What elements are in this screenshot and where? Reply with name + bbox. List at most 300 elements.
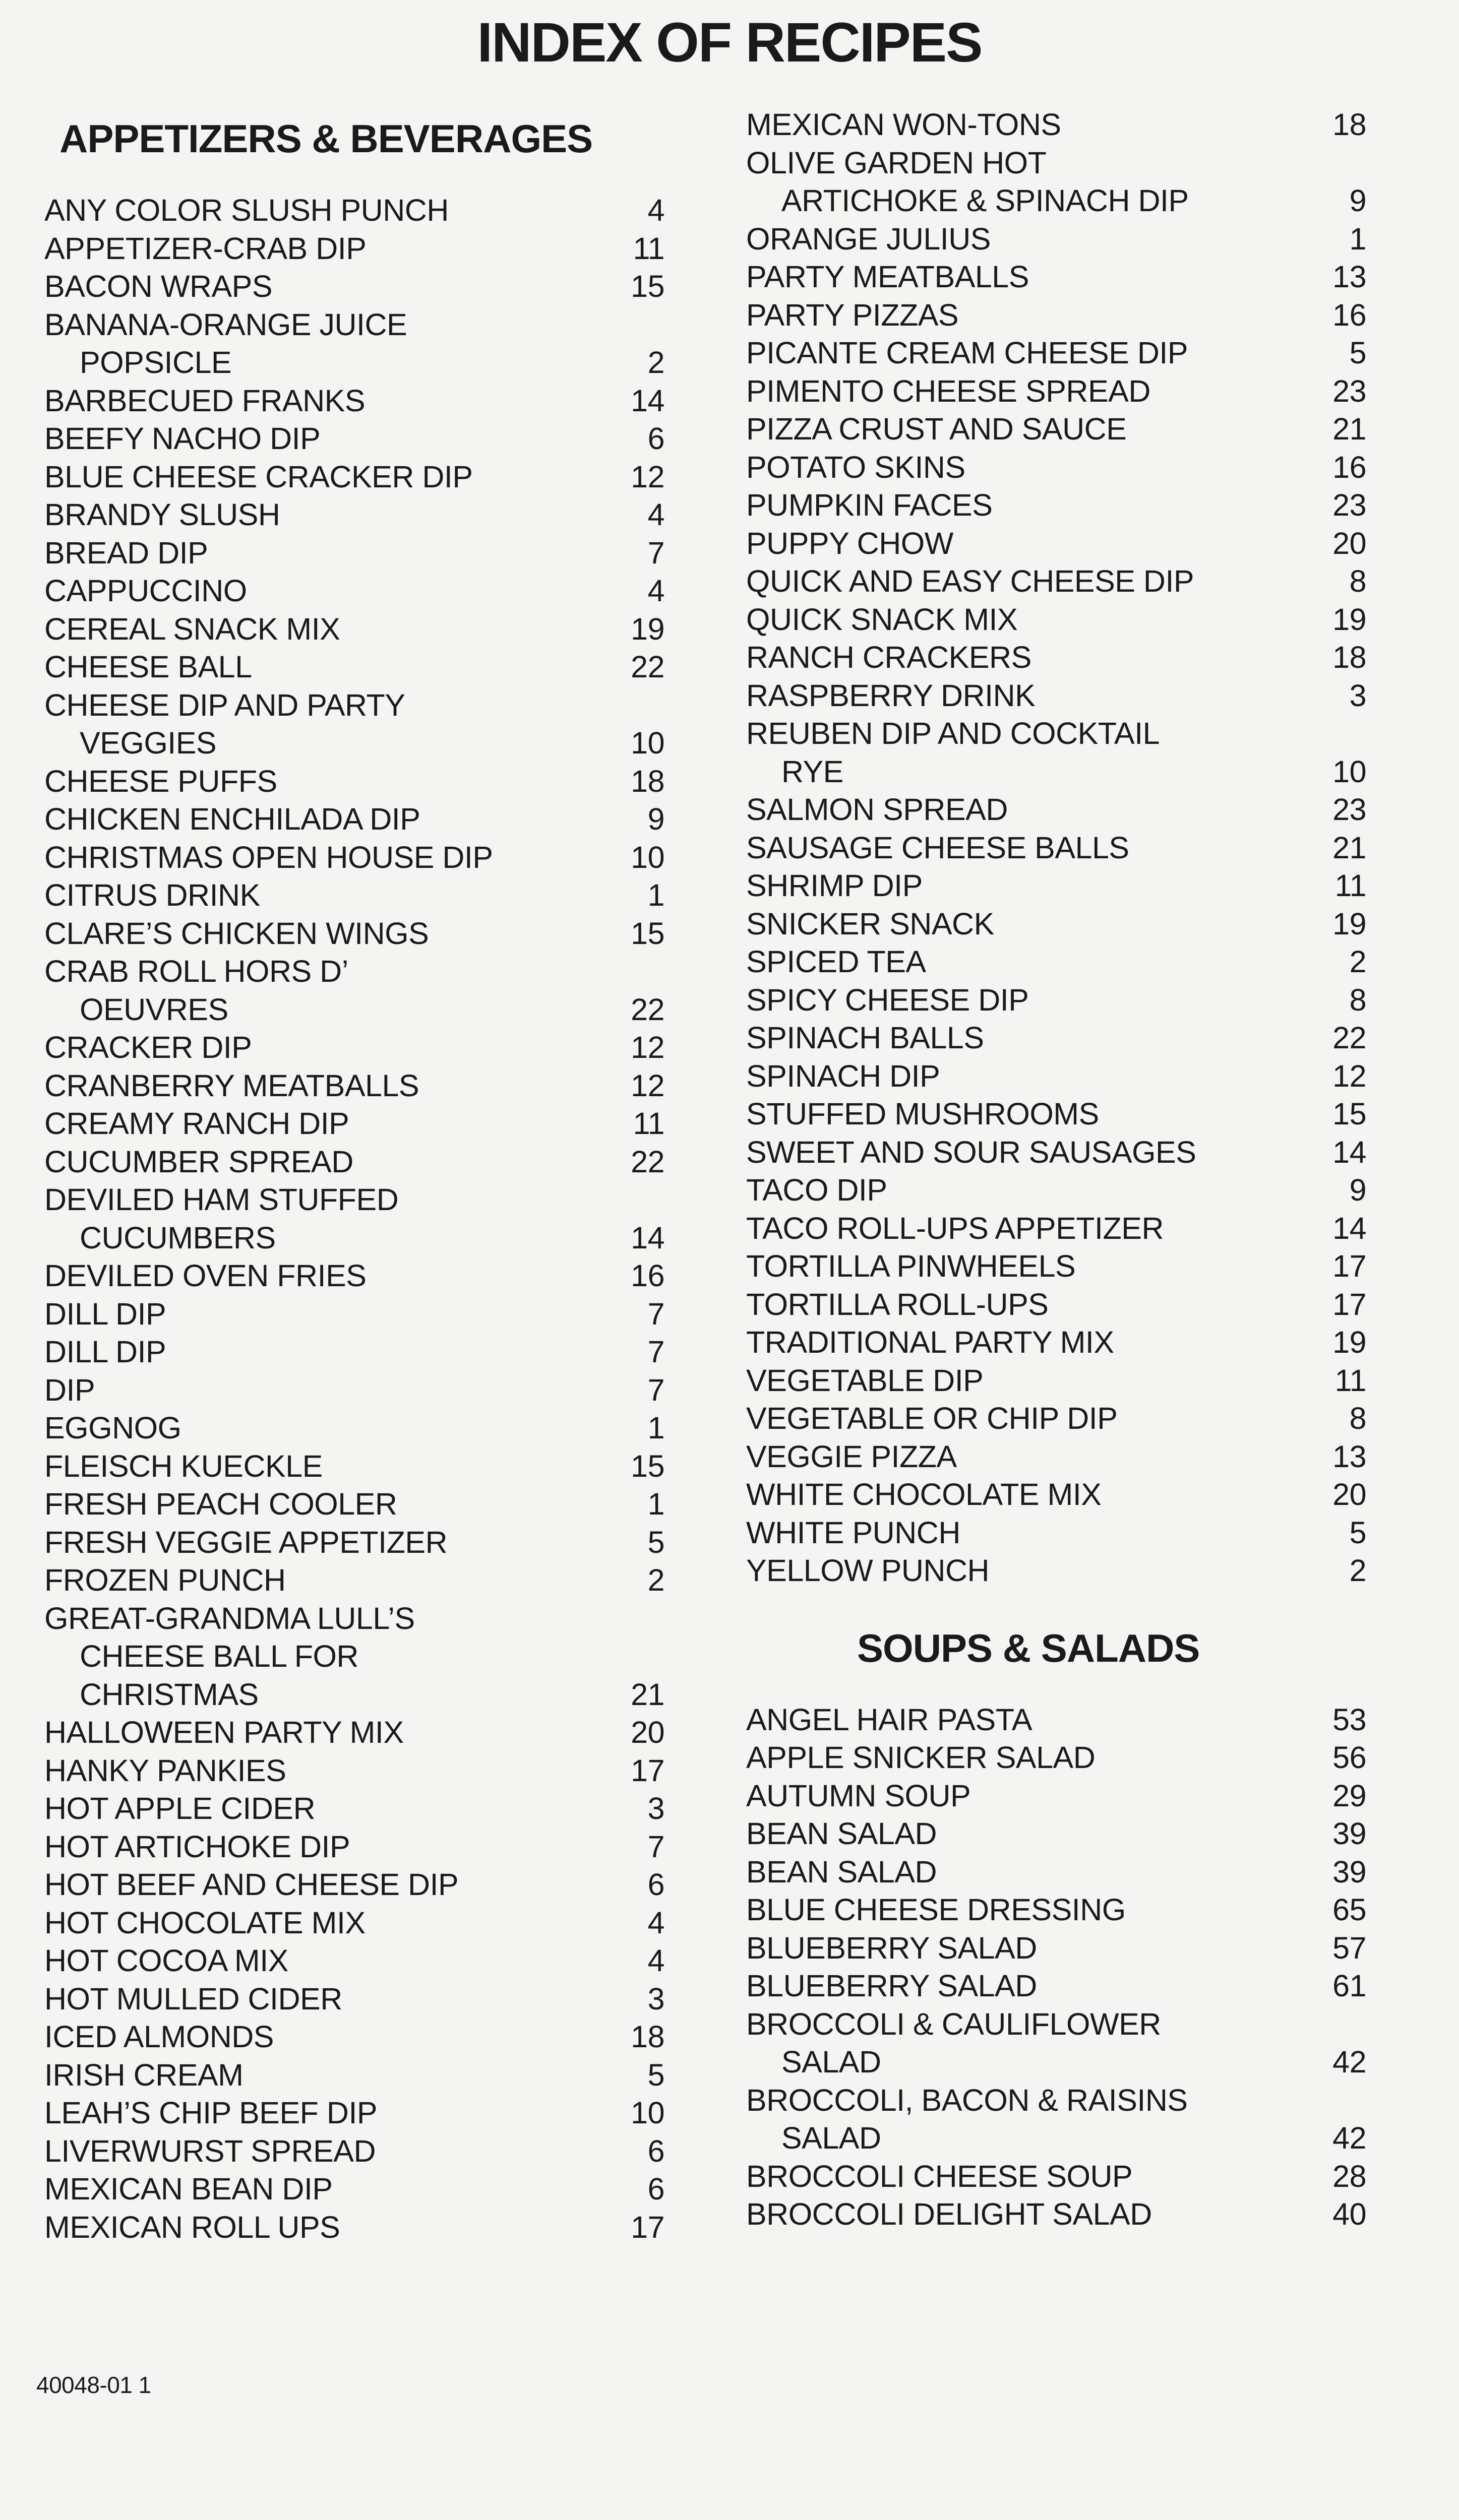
entry-page-number: 22 xyxy=(631,1144,664,1179)
entry-name: HOT MULLED CIDER xyxy=(44,1981,342,2016)
entry-name: BLUE CHEESE CRACKER DIP xyxy=(44,459,473,494)
index-entry xyxy=(746,1210,1366,1248)
entry-name: CEREAL SNACK MIX xyxy=(44,611,340,646)
index-entry xyxy=(746,486,1366,525)
entry-name: PARTY PIZZAS xyxy=(746,297,959,332)
entry-page-number: 6 xyxy=(647,421,664,456)
entry-name: PUPPY CHOW xyxy=(746,526,953,560)
index-entry xyxy=(44,1714,664,1752)
soups-list xyxy=(746,1701,1366,2234)
entry-name: CHEESE DIP AND PARTY xyxy=(44,687,405,722)
entry-page-number: 56 xyxy=(1332,1740,1366,1775)
entry-name: BLUEBERRY SALAD xyxy=(746,1930,1037,1965)
index-entry xyxy=(746,791,1366,829)
index-entry xyxy=(44,1105,664,1143)
entry-page-number: 5 xyxy=(647,2057,664,2092)
index-entry xyxy=(746,1891,1366,1929)
entry-name: MEXICAN BEAN DIP xyxy=(44,2172,333,2206)
entry-name: PUMPKIN FACES xyxy=(746,488,993,522)
index-entry xyxy=(746,1324,1366,1362)
index-entry xyxy=(44,534,664,573)
index-entry xyxy=(44,1485,664,1524)
entry-page-number: 2 xyxy=(1349,1553,1366,1588)
entry-name: HOT APPLE CIDER xyxy=(44,1791,316,1825)
entry-page-number: 42 xyxy=(1332,2045,1366,2079)
entry-page-number: 19 xyxy=(1332,1325,1366,1359)
entry-page-number: 6 xyxy=(647,2172,664,2206)
entry-name: BEAN SALAD xyxy=(746,1816,937,1851)
index-entry xyxy=(44,1143,664,1181)
index-entry xyxy=(44,1600,664,1714)
index-entry xyxy=(44,2132,664,2171)
section-title-appetizers: APPETIZERS & BEVERAGES xyxy=(59,116,593,161)
index-entry xyxy=(44,610,664,649)
entry-page-number: 6 xyxy=(647,1867,664,1902)
entry-page-number: 29 xyxy=(1332,1778,1366,1813)
entry-name: CITRUS DRINK xyxy=(44,878,260,912)
index-entry xyxy=(746,1438,1366,1476)
entry-page-number: 11 xyxy=(1334,868,1366,903)
index-entry xyxy=(44,458,664,496)
entry-page-number: 21 xyxy=(1332,412,1366,446)
entry-name: YELLOW PUNCH xyxy=(746,1553,990,1588)
entry-name: AUTUMN SOUP xyxy=(746,1778,971,1813)
index-entry xyxy=(746,1133,1366,1172)
entry-page-number: 7 xyxy=(647,1296,664,1331)
entry-page-number: 11 xyxy=(633,231,664,266)
entry-name: MEXICAN WON-TONS xyxy=(746,107,1061,142)
index-entry xyxy=(44,2094,664,2132)
entry-name: DEVILED OVEN FRIES xyxy=(44,1258,367,1293)
entry-page-number: 10 xyxy=(631,2096,664,2130)
index-entry xyxy=(44,1904,664,1942)
entry-page-number: 13 xyxy=(1332,1439,1366,1474)
entry-name: BEAN SALAD xyxy=(746,1854,937,1889)
index-entry xyxy=(746,1286,1366,1324)
entry-name: HOT COCOA MIX xyxy=(44,1943,288,1978)
entry-name: ANY COLOR SLUSH PUNCH xyxy=(44,193,449,227)
entry-name-continued: SALAD xyxy=(781,2121,881,2155)
entry-page-number: 22 xyxy=(631,992,664,1027)
index-entry xyxy=(44,800,664,839)
index-entry xyxy=(44,230,664,268)
index-entry xyxy=(746,410,1366,449)
entry-name: SWEET AND SOUR SAUSAGES xyxy=(746,1135,1196,1169)
index-entry xyxy=(44,1942,664,1980)
entry-name: BANANA-ORANGE JUICE xyxy=(44,307,407,342)
index-entry xyxy=(746,1552,1366,1590)
index-entry xyxy=(746,1967,1366,2005)
entry-name: FRESH PEACH COOLER xyxy=(44,1487,397,1521)
entry-name: BROCCOLI CHEESE SOUP xyxy=(746,2159,1133,2193)
index-entry xyxy=(746,2005,1366,2082)
index-entry xyxy=(44,1790,664,1828)
entry-page-number: 17 xyxy=(1332,1249,1366,1283)
index-entry xyxy=(44,1371,664,1410)
entry-page-number: 7 xyxy=(647,535,664,570)
entry-name: VEGETABLE DIP xyxy=(746,1363,984,1398)
entry-name: HOT ARTICHOKE DIP xyxy=(44,1829,350,1864)
entry-name: CHEESE PUFFS xyxy=(44,764,277,798)
entry-name: SPICY CHEESE DIP xyxy=(746,982,1029,1017)
entry-name: CLARE’S CHICKEN WINGS xyxy=(44,916,429,951)
entry-page-number: 5 xyxy=(1349,336,1366,370)
entry-page-number: 12 xyxy=(631,1068,664,1103)
entry-page-number: 39 xyxy=(1332,1816,1366,1851)
entry-page-number: 19 xyxy=(1332,906,1366,941)
entry-page-number: 28 xyxy=(1332,2159,1366,2193)
section-title-soups: SOUPS & SALADS xyxy=(857,1625,1200,1670)
index-entry xyxy=(44,1828,664,1866)
entry-name: SNICKER SNACK xyxy=(746,906,994,941)
entry-name: SHRIMP DIP xyxy=(746,868,923,903)
entry-page-number: 12 xyxy=(631,459,664,494)
entry-page-number: 7 xyxy=(647,1335,664,1369)
entry-page-number: 3 xyxy=(1349,678,1366,713)
index-entry xyxy=(44,572,664,610)
index-entry xyxy=(746,867,1366,905)
entry-page-number: 18 xyxy=(1332,107,1366,142)
index-entry xyxy=(44,420,664,458)
entry-name: SAUSAGE CHEESE BALLS xyxy=(746,830,1129,865)
entry-name: CRAB ROLL HORS D’ xyxy=(44,954,348,988)
entry-page-number: 14 xyxy=(631,1220,664,1255)
index-entry xyxy=(746,1019,1366,1057)
page-title: INDEX OF RECIPES xyxy=(477,12,982,74)
entry-name: OLIVE GARDEN HOT xyxy=(746,145,1047,180)
entry-page-number: 15 xyxy=(1332,1097,1366,1131)
index-entry xyxy=(746,1701,1366,1739)
index-entry xyxy=(746,1095,1366,1133)
index-entry xyxy=(746,2158,1366,2196)
index-entry xyxy=(746,1171,1366,1210)
index-entry xyxy=(746,943,1366,981)
index-entry xyxy=(746,677,1366,715)
entry-name: WHITE CHOCOLATE MIX xyxy=(746,1477,1102,1511)
entry-name: EGGNOG xyxy=(44,1411,181,1445)
index-entry xyxy=(44,953,664,1029)
entry-name: RASPBERRY DRINK xyxy=(746,678,1036,713)
index-entry xyxy=(746,601,1366,639)
entry-page-number: 7 xyxy=(647,1829,664,1864)
entry-name: WHITE PUNCH xyxy=(746,1515,960,1550)
entry-name: CREAMY RANCH DIP xyxy=(44,1106,349,1141)
entry-name: MEXICAN ROLL UPS xyxy=(44,2210,340,2244)
entry-name: HANKY PANKIES xyxy=(44,1753,286,1788)
entry-page-number: 18 xyxy=(631,764,664,798)
entry-page-number: 17 xyxy=(631,2210,664,2244)
index-entry xyxy=(746,1815,1366,1853)
entry-page-number: 4 xyxy=(647,497,664,532)
entry-page-number: 8 xyxy=(1349,1401,1366,1435)
entry-page-number: 1 xyxy=(647,1411,664,1445)
entry-name: REUBEN DIP AND COCKTAIL xyxy=(746,716,1160,750)
entry-name: BREAD DIP xyxy=(44,535,208,570)
index-entry xyxy=(746,1247,1366,1286)
entry-name: TACO ROLL-UPS APPETIZER xyxy=(746,1211,1164,1245)
entry-page-number: 20 xyxy=(631,1715,664,1749)
entry-page-number: 4 xyxy=(647,574,664,608)
entry-page-number: 16 xyxy=(1332,450,1366,484)
entry-page-number: 17 xyxy=(631,1753,664,1788)
entry-name: HOT BEEF AND CHEESE DIP xyxy=(44,1867,459,1902)
index-entry xyxy=(44,496,664,534)
entry-page-number: 21 xyxy=(631,1677,664,1712)
entry-page-number: 5 xyxy=(647,1525,664,1559)
entry-page-number: 17 xyxy=(1332,1287,1366,1321)
index-entry xyxy=(44,2209,664,2247)
entry-page-number: 6 xyxy=(647,2133,664,2168)
entry-page-number: 53 xyxy=(1332,1702,1366,1737)
index-entry xyxy=(746,1853,1366,1892)
index-entry xyxy=(44,763,664,801)
index-entry xyxy=(44,1561,664,1600)
index-entry xyxy=(746,2082,1366,2158)
entry-page-number: 13 xyxy=(1332,260,1366,294)
entry-name: DILL DIP xyxy=(44,1296,166,1331)
entry-name: APPLE SNICKER SALAD xyxy=(746,1740,1096,1775)
index-entry xyxy=(44,1524,664,1562)
entry-name-continued: POPSICLE xyxy=(80,345,232,380)
index-entry xyxy=(746,144,1366,220)
index-entry xyxy=(746,1739,1366,1777)
index-entry xyxy=(44,1067,664,1105)
entry-page-number: 12 xyxy=(631,1030,664,1064)
index-entry xyxy=(44,1980,664,2019)
index-entry xyxy=(746,296,1366,335)
entry-page-number: 11 xyxy=(633,1106,664,1141)
index-entry xyxy=(746,258,1366,296)
index-entry xyxy=(44,1295,664,1334)
entry-name: BROCCOLI, BACON & RAISINS xyxy=(746,2083,1188,2117)
entry-page-number: 9 xyxy=(647,802,664,836)
entry-page-number: 61 xyxy=(1332,1969,1366,2003)
entry-page-number: 57 xyxy=(1332,1930,1366,1965)
left-column xyxy=(44,111,664,2246)
entry-name: FROZEN PUNCH xyxy=(44,1563,286,1597)
entry-name-continued: ARTICHOKE & SPINACH DIP xyxy=(781,183,1189,218)
index-entry xyxy=(44,2170,664,2209)
entry-name: CHRISTMAS OPEN HOUSE DIP xyxy=(44,840,493,874)
entry-name: ANGEL HAIR PASTA xyxy=(746,1702,1032,1737)
entry-page-number: 42 xyxy=(1332,2121,1366,2155)
entry-name-continued: CHEESE BALL FOR xyxy=(80,1639,358,1673)
index-entry xyxy=(746,334,1366,372)
index-entry xyxy=(44,382,664,420)
entry-page-number: 65 xyxy=(1332,1893,1366,1927)
entry-name: PARTY MEATBALLS xyxy=(746,260,1029,294)
entry-page-number: 10 xyxy=(1332,754,1366,789)
index-entry xyxy=(746,1476,1366,1514)
entry-page-number: 14 xyxy=(631,383,664,418)
entry-page-number: 39 xyxy=(1332,1854,1366,1889)
entry-page-number: 8 xyxy=(1349,982,1366,1017)
index-entry xyxy=(44,648,664,686)
right-column xyxy=(746,106,1366,2234)
entry-name-continued: RYE xyxy=(781,754,843,789)
entry-name: CRACKER DIP xyxy=(44,1030,252,1064)
entry-name: FLEISCH KUECKLE xyxy=(44,1448,323,1483)
entry-page-number: 2 xyxy=(647,1563,664,1597)
entry-name: CHEESE BALL xyxy=(44,650,252,684)
index-entry xyxy=(746,1400,1366,1438)
index-entry xyxy=(746,1777,1366,1815)
entry-page-number: 23 xyxy=(1332,792,1366,827)
entry-name: POTATO SKINS xyxy=(746,450,965,484)
entry-page-number: 14 xyxy=(1332,1135,1366,1169)
entry-name: PICANTE CREAM CHEESE DIP xyxy=(746,336,1188,370)
entry-page-number: 1 xyxy=(647,1487,664,1521)
entry-name: TRADITIONAL PARTY MIX xyxy=(746,1325,1114,1359)
entry-page-number: 10 xyxy=(631,840,664,874)
index-entry xyxy=(746,905,1366,943)
entry-page-number: 40 xyxy=(1332,2197,1366,2231)
index-entry xyxy=(44,1447,664,1486)
entry-name: VEGETABLE OR CHIP DIP xyxy=(746,1401,1118,1435)
index-entry xyxy=(746,639,1366,677)
entry-name-continued: CUCUMBERS xyxy=(80,1220,276,1255)
index-entry xyxy=(44,876,664,915)
index-entry xyxy=(44,1029,664,1067)
entry-page-number: 12 xyxy=(1332,1058,1366,1093)
entry-name: CAPPUCCINO xyxy=(44,574,247,608)
entry-name: IRISH CREAM xyxy=(44,2057,244,2092)
entry-name: DIP xyxy=(44,1372,95,1407)
index-entry xyxy=(44,306,664,382)
entry-name: FRESH VEGGIE APPETIZER xyxy=(44,1525,448,1559)
entry-name: BLUE CHEESE DRESSING xyxy=(746,1893,1126,1927)
entry-name: QUICK SNACK MIX xyxy=(746,602,1018,637)
entry-page-number: 4 xyxy=(647,1943,664,1978)
entry-name: HALLOWEEN PARTY MIX xyxy=(44,1715,404,1749)
entry-page-number: 9 xyxy=(1349,183,1366,218)
index-entry xyxy=(44,686,664,763)
entry-name: ICED ALMONDS xyxy=(44,2020,274,2054)
entry-name: BLUEBERRY SALAD xyxy=(746,1969,1037,2003)
entry-page-number: 22 xyxy=(631,650,664,684)
entry-name-continued: OEUVRES xyxy=(80,992,228,1027)
index-entry xyxy=(44,1181,664,1257)
entry-name: BEEFY NACHO DIP xyxy=(44,421,321,456)
appetizers-list-left xyxy=(44,192,664,2246)
index-entry xyxy=(746,981,1366,1020)
entry-page-number: 21 xyxy=(1332,830,1366,865)
entry-name: APPETIZER-CRAB DIP xyxy=(44,231,367,266)
entry-name: QUICK AND EASY CHEESE DIP xyxy=(746,564,1194,598)
entry-name-continued: VEGGIES xyxy=(80,726,217,760)
entry-page-number: 18 xyxy=(631,2020,664,2054)
entry-page-number: 9 xyxy=(1349,1173,1366,1207)
entry-name: BACON WRAPS xyxy=(44,269,273,303)
entry-name: HOT CHOCOLATE MIX xyxy=(44,1905,366,1940)
entry-name: SPICED TEA xyxy=(746,944,926,979)
entry-page-number: 3 xyxy=(647,1791,664,1825)
index-entry xyxy=(746,525,1366,563)
entry-page-number: 16 xyxy=(1332,297,1366,332)
index-entry xyxy=(746,220,1366,259)
entry-page-number: 4 xyxy=(647,1905,664,1940)
entry-page-number: 5 xyxy=(1349,1515,1366,1550)
entry-name: BARBECUED FRANKS xyxy=(44,383,366,418)
entry-name: TORTILLA ROLL-UPS xyxy=(746,1287,1049,1321)
index-entry xyxy=(44,839,664,877)
entry-name: BROCCOLI DELIGHT SALAD xyxy=(746,2197,1152,2231)
entry-page-number: 7 xyxy=(647,1372,664,1407)
index-entry xyxy=(746,2195,1366,2234)
index-entry xyxy=(44,1257,664,1295)
entry-page-number: 1 xyxy=(1349,221,1366,256)
entry-page-number: 18 xyxy=(1332,640,1366,674)
index-entry xyxy=(44,1752,664,1790)
entry-name: PIZZA CRUST AND SAUCE xyxy=(746,412,1127,446)
entry-page-number: 10 xyxy=(631,726,664,760)
index-entry xyxy=(44,192,664,230)
index-entry xyxy=(44,915,664,953)
entry-name: RANCH CRACKERS xyxy=(746,640,1031,674)
index-entry xyxy=(746,715,1366,791)
entry-page-number: 2 xyxy=(647,345,664,380)
entry-name: SPINACH BALLS xyxy=(746,1021,984,1055)
appetizers-list-right xyxy=(746,106,1366,1590)
entry-page-number: 4 xyxy=(647,193,664,227)
entry-name: TORTILLA PINWHEELS xyxy=(746,1249,1076,1283)
entry-page-number: 19 xyxy=(631,611,664,646)
entry-page-number: 15 xyxy=(631,916,664,951)
entry-name: TACO DIP xyxy=(746,1173,887,1207)
entry-page-number: 3 xyxy=(647,1981,664,2016)
entry-name-continued: SALAD xyxy=(781,2045,881,2079)
entry-page-number: 16 xyxy=(631,1258,664,1293)
entry-page-number: 14 xyxy=(1332,1211,1366,1245)
index-entry xyxy=(44,1409,664,1447)
entry-name: CHICKEN ENCHILADA DIP xyxy=(44,802,420,836)
entry-name: STUFFED MUSHROOMS xyxy=(746,1097,1099,1131)
index-entry xyxy=(746,1929,1366,1968)
entry-page-number: 20 xyxy=(1332,526,1366,560)
index-entry xyxy=(44,268,664,306)
index-entry xyxy=(44,1866,664,1904)
entry-name: CUCUMBER SPREAD xyxy=(44,1144,353,1179)
entry-name: GREAT-GRANDMA LULL’S xyxy=(44,1601,415,1635)
entry-page-number: 15 xyxy=(631,269,664,303)
entry-page-number: 11 xyxy=(1334,1363,1366,1398)
page-footer: 40048-01 1 xyxy=(36,2372,151,2398)
index-entry xyxy=(44,1333,664,1371)
entry-name: DEVILED HAM STUFFED xyxy=(44,1182,399,1217)
entry-page-number: 19 xyxy=(1332,602,1366,637)
entry-name: PIMENTO CHEESE SPREAD xyxy=(746,373,1150,408)
entry-name: CRANBERRY MEATBALLS xyxy=(44,1068,419,1103)
entry-name: VEGGIE PIZZA xyxy=(746,1439,957,1474)
index-entry xyxy=(746,1362,1366,1400)
index-entry xyxy=(746,829,1366,867)
index-entry xyxy=(746,372,1366,411)
index-entry xyxy=(746,1057,1366,1096)
entry-name: SALMON SPREAD xyxy=(746,792,1008,827)
entry-page-number: 8 xyxy=(1349,564,1366,598)
entry-name: LEAH’S CHIP BEEF DIP xyxy=(44,2096,378,2130)
entry-page-number: 23 xyxy=(1332,488,1366,522)
entry-page-number: 23 xyxy=(1332,373,1366,408)
index-entry xyxy=(44,2056,664,2095)
entry-page-number: 2 xyxy=(1349,944,1366,979)
index-entry xyxy=(746,449,1366,487)
index-entry xyxy=(746,562,1366,601)
entry-name: LIVERWURST SPREAD xyxy=(44,2133,376,2168)
entry-page-number: 20 xyxy=(1332,1477,1366,1511)
entry-page-number: 22 xyxy=(1332,1021,1366,1055)
entry-name: SPINACH DIP xyxy=(746,1058,940,1093)
